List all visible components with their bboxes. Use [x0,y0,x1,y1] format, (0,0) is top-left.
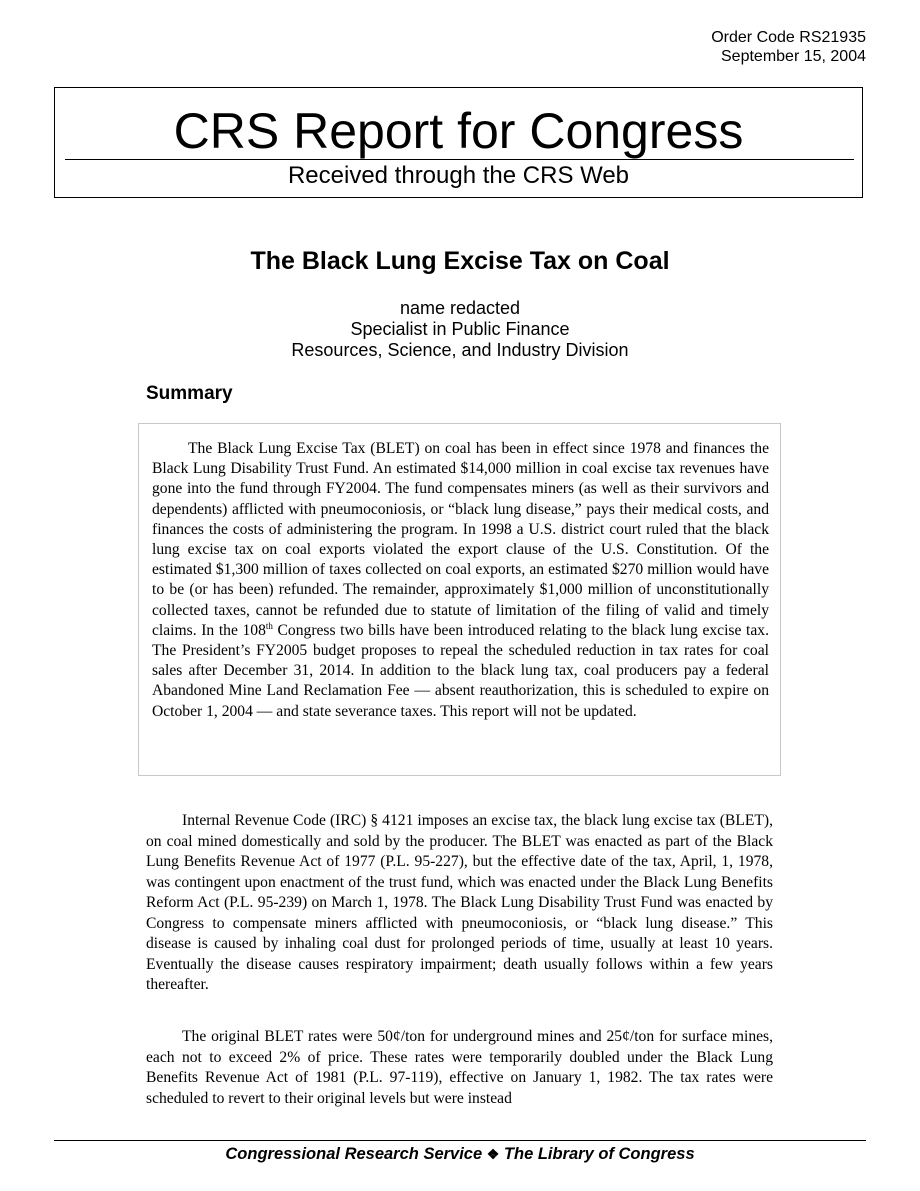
order-code: Order Code RS21935 [711,29,866,46]
summary-text-part-1: The Black Lung Excise Tax (BLET) on coal has been in effect since 1978 and finances the Black Lung Disability Trust Fund. An estimated $14,000 million in coal excise tax revenues have gone into the fund through FY2004. The fund compensates miners (as well as their survivors and dependents) afflicted with pneumoconiosis, or “black lung disease,” pays their medical costs, and finances the costs of administering the program. In 1998 a U.S. district court ruled that the black lung excise tax on coal exports violated the export clause of the U.S. Constitution. Of the estimated $1,300 million of taxes collected on coal exports, an estimated $270 million would have to be (or has been) refunded. The remainder, approximately $1,000 million of unconstitutionally collected taxes, cannot be refunded due to statute of limitation of the filing of valid and timely claims. In the 108 [152,440,769,639]
author-division: Resources, Science, and Industry Division [291,340,629,360]
report-date: September 15, 2004 [721,48,866,65]
order-info [711,28,866,66]
summary-box [138,423,781,776]
diamond-separator-icon: ❖ [486,1146,500,1162]
document-title: The Black Lung Excise Tax on Coal [250,247,670,275]
body-paragraph-2: The original BLET rates were 50¢/ton for underground mines and 25¢/ton for surface mines, each not to exceed 2% of price. These rates were temporarily doubled under the Black Lung Benefits Revenue Act of 1981 (P.L. 97-119), effective on January 1, 1982. The tax rates were scheduled to revert to their original levels but were instead [146,1028,773,1107]
body-paragraph-1: Internal Revenue Code (IRC) § 4121 imposes an excise tax, the black lung excise tax (BLET), on coal mined domestically and sold by the producer. The BLET was enacted as part of the Black Lung Benefits Revenue Act of 1977 (P.L. 95-227), but the effective date of the tax, April, 1, 1978, was contingent upon enactment of the trust fund, which was enacted under the Black Lung Benefits Reform Act (P.L. 95-239) on March 1, 1978. The Black Lung Disability Trust Fund was enacted by Congress to compensate miners afflicted with pneumoconiosis, or “black lung disease.” This disease is caused by inhaling coal dust for prolonged periods of time, usually at least 10 years. Eventually the disease causes respiratory impairment; death usually follows within a few years thereafter. [146,812,773,993]
page-footer [0,1143,920,1165]
summary-superscript: th [265,620,273,631]
footer-divider [54,1140,866,1141]
footer-library: The Library of Congress [503,1145,695,1163]
footer-crs: Congressional Research Service [225,1145,483,1163]
summary-text [152,439,769,722]
summary-heading: Summary [146,383,233,404]
banner-subtitle: Received through the CRS Web [287,162,630,189]
author-role: Specialist in Public Finance [350,319,570,339]
author-block [0,298,920,361]
banner-title: CRS Report for Congress [173,103,744,159]
summary-text-part-2: Congress two bills have been introduced relating to the black lung excise tax. The President’s FY2005 budget proposes to repeal the scheduled reduction in tax rates for coal sales after December 31, 2014. In addition to the black lung tax, coal producers pay a federal Abandoned Mine Land Reclamation Fee — absent reauthorization, this is scheduled to expire on October 1, 2004 — and state severance taxes. This report will not be updated. [152,621,769,720]
report-banner [54,87,863,198]
banner-divider [65,159,854,160]
author-name: name redacted [399,298,521,318]
